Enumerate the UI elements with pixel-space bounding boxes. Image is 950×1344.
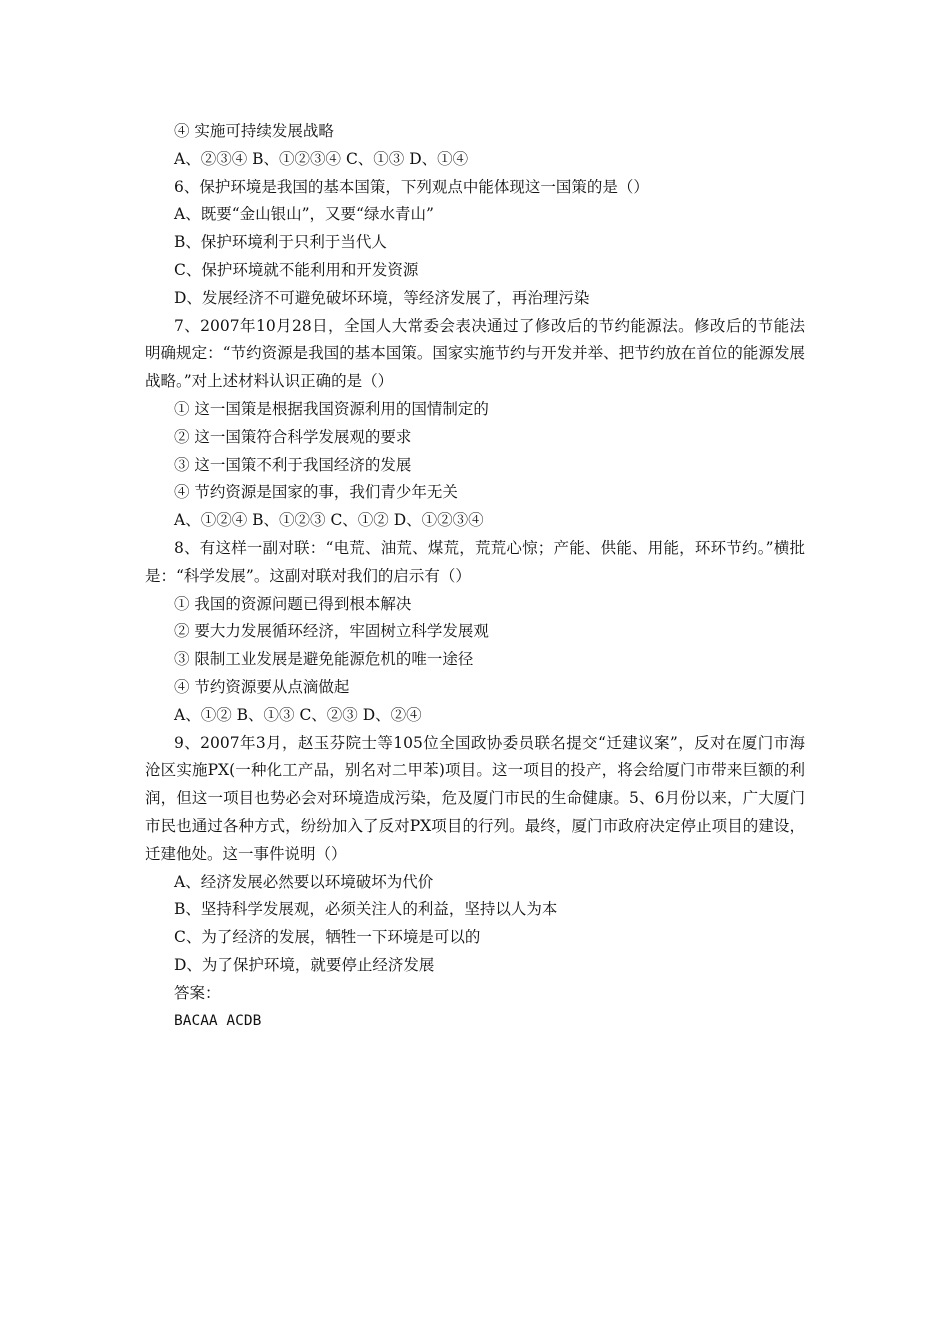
question-9: 9、2007年3月，赵玉芬院士等105位全国政协委员联名提交“迁建议案”，反对在厦门市海沧区实施PX(一种化工产品，别名对二甲苯)项目。这一项目的投产，将会给厦门市带来巨额的利润，但这一项目也势必会对环境造成污染，危及厦门市民的生命健康。5、6月份以来，广大厦门市民也通过各种方式，纷纷加入了反对PX项目的行列。最终，厦门市政府决定停止项目的建设，迁建他处。这一事件说明（） (145, 733, 805, 863)
option-c: C、为了经济的发展，牺牲一下环境是可以的 (174, 928, 481, 947)
option-line: ① 我国的资源问题已得到根本解决 (174, 594, 412, 613)
option-line: ④ 节约资源要从点滴做起 (174, 677, 350, 696)
option-a: A、既要“金山银山”，又要“绿水青山” (174, 205, 434, 224)
option-a: A、经济发展必然要以环境破坏为代价 (174, 872, 434, 891)
question-7: 7、2007年10月28日，全国人大常委会表决通过了修改后的节约能源法。修改后的节能法明确规定：“节约资源是我国的基本国策。国家实施节约与开发并举、把节约放在首位的能源发展战略。”对上述材料认识正确的是（） (145, 316, 805, 391)
answer-options: A、①②④ B、①②③ C、①② D、①②③④ (174, 511, 484, 530)
option-line: ② 这一国策符合科学发展观的要求 (174, 427, 412, 446)
option-c: C、保护环境就不能利用和开发资源 (174, 260, 419, 279)
question-6: 6、保护环境是我国的基本国策，下列观点中能体现这一国策的是（） (174, 177, 649, 196)
question-8: 8、有这样一副对联：“电荒、油荒、煤荒，荒荒心惊；产能、供能、用能，环环节约。”横批是：“科学发展”。这副对联对我们的启示有（） (145, 538, 805, 585)
option-line: ④ 实施可持续发展战略 (174, 122, 334, 140)
option-line: ③ 这一国策不利于我国经济的发展 (174, 455, 412, 474)
answer-options: A、①② B、①③ C、②③ D、②④ (174, 705, 422, 724)
option-line: ① 这一国策是根据我国资源利用的国情制定的 (174, 399, 489, 418)
option-line: ② 要大力发展循环经济，牢固树立科学发展观 (174, 622, 489, 641)
option-line: ④ 节约资源是国家的事，我们青少年无关 (174, 483, 458, 502)
answer-options: A、②③④ B、①②③④ C、①③ D、①④ (174, 149, 469, 168)
answer-heading: 答案： (174, 983, 221, 1002)
option-b: B、保护环境利于只利于当代人 (174, 233, 387, 252)
option-d: D、发展经济不可避免破坏环境，等经济发展了，再治理污染 (174, 288, 590, 307)
answer-key: BACAA ACDB (174, 1012, 262, 1029)
option-d: D、为了保护环境，就要停止经济发展 (174, 955, 435, 974)
option-b: B、坚持科学发展观，必须关注人的利益，坚持以人为本 (174, 900, 558, 919)
document-page (145, 118, 805, 1035)
option-line: ③ 限制工业发展是避免能源危机的唯一途径 (174, 650, 474, 669)
